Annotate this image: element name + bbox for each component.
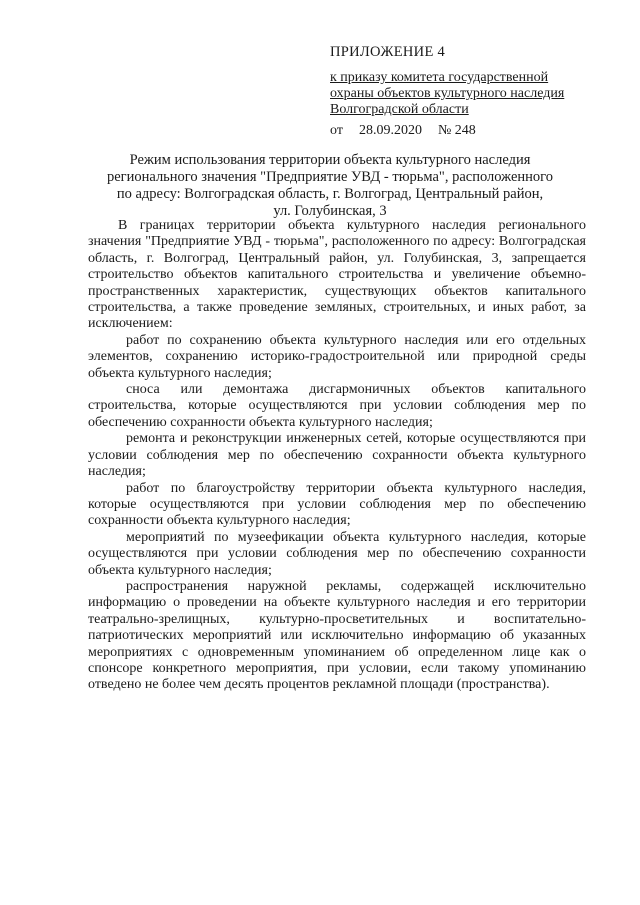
exception-item: сноса или демонтажа дисгармоничных объектов капитального строительства, которые осуществляются при условии соблюдения мер по обеспечению сохранности объекта культурного наследия; <box>88 382 586 430</box>
document-body <box>88 218 586 694</box>
order-reference-line: Волгоградской области <box>330 102 469 117</box>
order-reference-line: охраны объектов культурного наследия <box>330 86 565 101</box>
order-number: 248 <box>454 123 476 138</box>
appendix-title: ПРИЛОЖЕНИЕ 4 <box>330 44 446 60</box>
title-line: Режим использования территории объекта культурного наследия <box>129 152 531 168</box>
title-line: регионального значения "Предприятие УВД - тюрьма", расположенного <box>106 169 554 185</box>
order-date: 28.09.2020 <box>358 123 422 138</box>
title-line: по адресу: Волгоградская область, г. Волгоград, Центральный район, <box>116 186 544 202</box>
order-reference-line: к приказу комитета государственной <box>330 70 549 85</box>
number-sign: № <box>437 123 452 138</box>
exception-item: распространения наружной рекламы, содержащей исключительно информацию о проведении на объекте культурного наследия и его территории театрально-зрелищных, культурно-просветительных и воспитательно-патриотических мероприятий или исключительно информацию об указанных мероприятиях с одновременным упоминанием об определенном лице как о спонсоре конкретного мероприятия, при условии, если такому упоминанию отведено не более чем десять процентов рекламной площади (пространства). <box>88 578 586 693</box>
order-date-line <box>330 123 476 139</box>
exception-item: мероприятий по музеефикации объекта культурного наследия, которые осуществляются при условии соблюдения мер по обеспечению сохранности объекта культурного наследия; <box>88 529 586 578</box>
date-prefix: от <box>330 123 343 138</box>
intro-paragraph: В границах территории объекта культурного наследия регионального значения "Предприятие УВД - тюрьма", расположенного по адресу: Волгоградская область, г. Волгоград, Центральный район, ул. Голубинская, 3, запрещается строительство объектов капитального строительства и увеличение объемно-пространственных характеристик, существующих объектов капитального строительства, а также проведение земляных, строительных, и иных работ, за исключением: <box>88 218 586 332</box>
document-title <box>100 152 560 220</box>
exception-item: работ по сохранению объекта культурного наследия или его отдельных элементов, сохранению историко-градостроительной или природной среды объекта культурного наследия; <box>88 332 586 381</box>
order-reference <box>330 70 610 118</box>
title-line: ул. Голубинская, 3 <box>273 203 387 219</box>
exception-item: ремонта и реконструкции инженерных сетей, которые осуществляются при условии соблюдения мер по обеспечению сохранности объекта культурного наследия; <box>88 431 586 480</box>
exception-item: работ по благоустройству территории объекта культурного наследия, которые осуществляются при условии соблюдения мер по обеспечению сохранности объекта культурного наследия; <box>88 480 586 529</box>
